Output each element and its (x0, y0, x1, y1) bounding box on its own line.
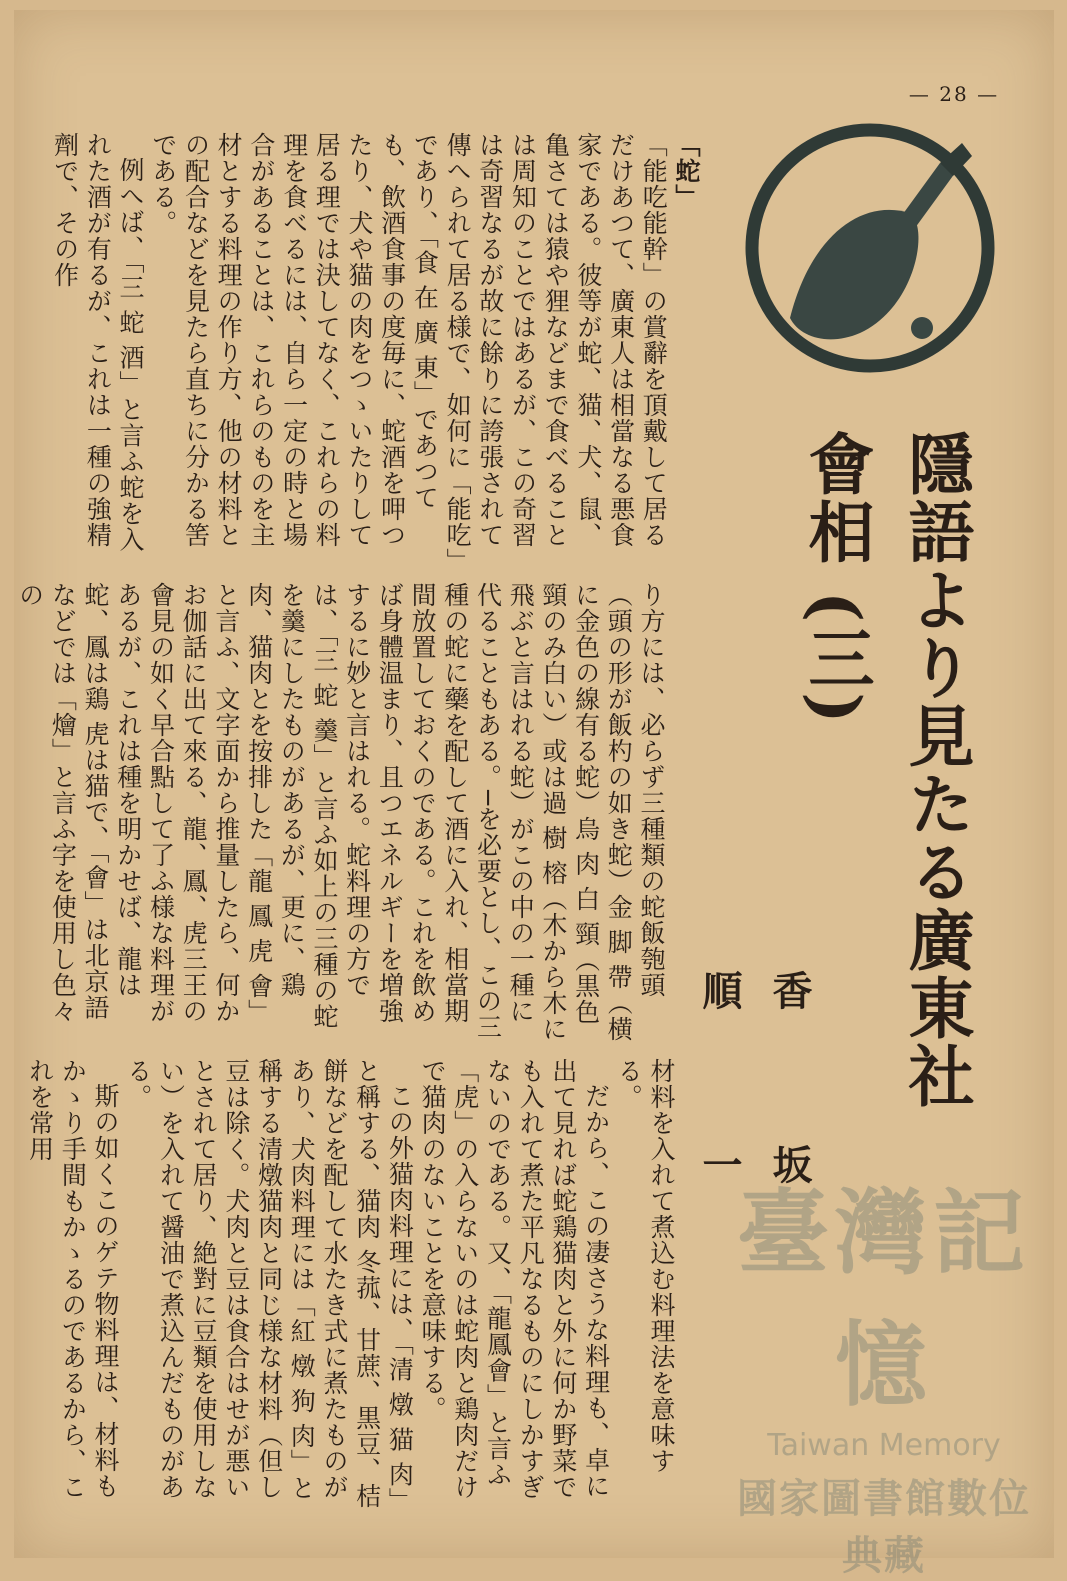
text-block-top (50, 132, 702, 562)
paragraph: だから、この凄さうな料理も、卓に出て見れば蛇鶏猫肉と外に何か野菜でも入れて煮た平凡なるものにしかすぎないのである。又、「龍鳳會」と言ふ「虎」の入らないのは蛇肉と鶏肉だけで猫肉のないことを意味する。 (418, 1058, 611, 1500)
paragraph: 斯の如くこのゲテ物料理は、材料もかゝり手間もかゝるのであるから、これを常用 (25, 1058, 121, 1500)
watermark-logo-text: 臺灣記憶 (736, 1179, 1031, 1419)
text-block-middle (15, 582, 667, 1042)
paragraph: 例へば、「三 蛇 酒」と言ふ蛇を入れた酒が有るが、これは一種の強精劑で、その作 (50, 132, 146, 553)
trowel-emblem-icon (740, 118, 1000, 378)
paragraph: 「能吃能幹」の賞辭を頂戴して居るだけあつて、廣東人は相當なる悪食家である。彼等が蛇、猫、犬、鼠、亀さては猿や狸などまで食べることは周知のことではあるが、この奇習は奇習なるが故に餘りに誇張されて傳へられて居る様で、如何に「能吃」であり、「食 在 廣 東」であつても、飲酒食事の度毎に、蛇酒を呷つたり、犬や猫の肉をつゝいたりして居る理では決してなく、これらの料理を食べるには、自ら一定の時と場合があることは、これらのものを主材とする料理の作り方、他の材料との配合などを見たら直ちに分かる筈である。 (148, 132, 669, 562)
paragraph: 材料を入れて煮込む料理法を意味する。 (614, 1058, 676, 1474)
watermark-english: Taiwan Memory (767, 1428, 1001, 1463)
paragraph: この外猫肉料理には、「清 燉 猫 肉」と稱する、猫肉 冬菰、甘蔗、黒豆、桔餅などを配して水たき式に煮たものがあり、犬肉料理には「紅 燉 狗 肉」と稱する清燉猫肉と同じ様な材料（但し豆は除く。犬肉と豆は食合はせが悪いとされて居り、絶對に豆類を使用しない）を入れて醤油で煮込んだものがある。 (123, 1058, 415, 1509)
library-watermark (734, 1160, 1034, 1579)
magazine-page (14, 10, 1054, 1579)
article-title: 隱語より見たる廣東社會相 (三) (797, 430, 975, 1110)
section-heading: 「蛇」 (672, 132, 701, 210)
text-block-bottom (25, 1058, 677, 1513)
watermark-subtitle: 國家圖書館數位典藏 (737, 1475, 1031, 1579)
paragraph: り方には、必らず三種類の蛇飯匏頭（頭の形が飯杓の如き蛇）金 脚 帶（横に金色の線有る蛇）烏 肉 白 頸（黒色 頸のみ白い）或は過 樹 榕（木から木に飛ぶと言はれる蛇）がこの中の一種に代ることもある。─を必要とし、この三種の蛇に藥を配して酒に入れ、相當期間放置しておくのである。これを飲めば身體温まり、且つエネルギーを増強するに妙と言はれる。蛇料理の方では、「三 蛇 羹」と言ふ如上の三種の蛇を羹にしたものがあるが、更に、鶏肉、猫肉とを按排した「龍 鳳 虎 會」と言ふ、文字面から推量したら、何かお伽話に出て來る、龍、鳳、虎三王の會見の如く早合點して了ふ様な料理があるが、これは種を明かせば、龍は蛇、鳳は鶏 虎は猫で、「會」は北京語などでは「燴」と言ふ字を使用し色々の (15, 582, 666, 1042)
article-author: 香 坂 順 一 (696, 970, 813, 1244)
page-number: — 28 — (908, 82, 1000, 106)
